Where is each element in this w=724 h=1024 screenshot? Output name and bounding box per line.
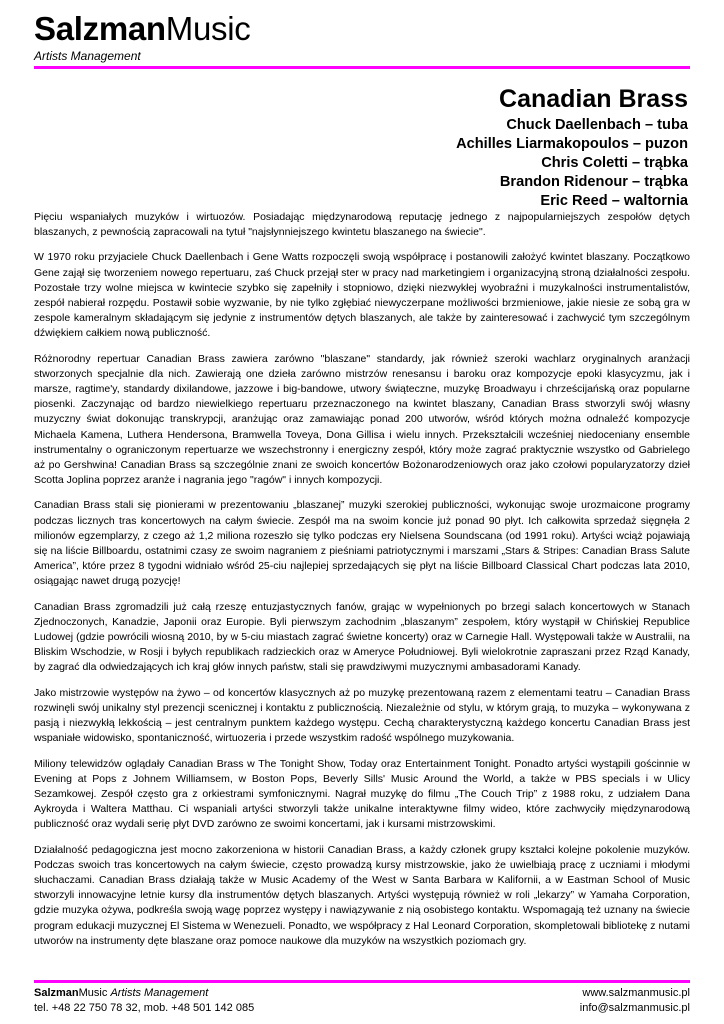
member-line: Eric Reed – waltornia — [540, 193, 688, 209]
footer-website-link[interactable]: www.salzmanmusic.pl — [582, 987, 690, 999]
paragraph: Jako mistrzowie występów na żywo – od koncertów klasycznych aż po muzykę prezentowaną razem z elementami teatru – Canadian Brass rozwinęli swój unikalny styl prezencji scenicznej i kontaktu z publicznością. Niezależnie od stylu, w którym grają, to muzyka – wykonywana z pasją i niezwykłą lekkością – jest centralnym punktem każdego występu. Cechą charakterystyczną każdego koncertu Canadian Brass jest wspaniałe widowisko, spontaniczność, wirtuozeria i przede wszystkim radość wspólnego muzykowania. — [34, 686, 690, 745]
footer-left — [34, 986, 254, 1016]
page-title: Canadian Brass — [499, 85, 688, 113]
title-block — [456, 84, 688, 211]
brand-name-light: Music — [165, 10, 251, 47]
paragraph: Miliony telewidzów oglądały Canadian Brass w The Tonight Show, Today oraz Entertainment Tonight. Ponadto artyści wystąpili gościnnie w Evening at Pops z Johnem Williamsem, w Boston Pops, Beverly Sills' Music Around the World, a także w PBS specials i w Ulicy Sezamkowej. Zespół często gra z orkiestrami symfonicznymi. Nagrał muzykę do filmu „The Couch Trip” z 1988 roku, z udziałem Dana Aykroyda i Waltera Matthau. Ci wspaniali artyści stworzyli także unikalne interaktywne filmy wideo, które zachwyciły międzynarodową publiczność oraz wydali serię płyt DVD zarówno ze swoimi koncertami, jak i kursami mistrzowskimi. — [34, 757, 690, 831]
paragraph: Canadian Brass zgromadzili już całą rzeszę entuzjastycznych fanów, grając w wypełnionych po brzegi salach koncertowych w Stanach Zjednoczonych, Kanadzie, Japonii oraz Europie. Byli pierwszym zachodnim „blaszanym” zespołem, który wystąpił w Chińskiej Republice Ludowej (gdzie powrócili wiosną 2010, by w 5-ciu miastach zagrać świetne koncerty) oraz w Carnegie Hall. Występowali także w Australii, na Bliskim Wschodzie, w Rosji i byłych republikach radzieckich oraz w Ameryce Południowej. Byli wielokrotnie zapraszani przez Rząd Kanady, by zagrać dla odwiedzających ich kraj głów innych państw, stali się prawdziwymi muzycznymi ambasadorami Kanady. — [34, 600, 690, 674]
letterhead — [34, 10, 690, 63]
footer-right — [580, 986, 690, 1016]
brand-logo — [34, 10, 690, 48]
footer-email-link[interactable]: info@salzmanmusic.pl — [579, 1002, 690, 1014]
member-line: Chris Coletti – trąbka — [541, 155, 688, 171]
paragraph: Działalność pedagogiczna jest mocno zakorzeniona w historii Canadian Brass, a każdy członek grupy kształci kolejne pokolenie muzyków. Podczas swoich tras koncertowych na całym świecie, często prowadzą kursy mistrzowskie, jako że uwielbiają pracę z uczniami i młodymi słuchaczami. Canadian Brass działają także w Music Academy of the West w Santa Barbara w Kalifornii, a w Eastman School of Music stworzyli innowacyjne letnie kursy dla instrumentów dętych blaszanych. Artyści występują również w roli „lekarzy” w Yamaha Corporation, gdzie muzyka ożywa, podkreśla swoją wagę poprzez występy i nawiązywanie z nią osobistego kontaktu. Wspomagają też uznany na świecie program edukacji muzycznej El Sistema w Wenezueli. Ponadto, we współpracy z Hal Leonard Corporation, skompletowali bibliotekę z nutami utworów na instrumenty dęte blaszane oraz pomoce naukowe dla muzyków na wszystkich poziomach gry. — [34, 843, 690, 947]
member-line: Achilles Liarmakopoulos – puzon — [456, 136, 688, 152]
footer-phone: tel. +48 22 750 78 32, mob. +48 501 142 085 — [34, 1002, 255, 1014]
brand-subtitle: Artists Management — [34, 49, 141, 63]
member-line: Brandon Ridenour – trąbka — [499, 174, 688, 190]
paragraph: Canadian Brass stali się pionierami w prezentowaniu „blaszanej” muzyki szerokiej publiczności, wykonując swoje urozmaicone programy podczas licznych tras koncertowych na całym świecie. Zespół ma na swoim koncie już ponad 90 płyt. Ich całkowita sprzedaż sięgnęła 2 milionów egzemplarzy, z czego aż 1,2 miliona rozeszło się tylko podczas ery Nielsena Soundscana (od 1991 roku). Artyści wciąż pojawiają się na liście Billboardu, ostatnimi czasy ze swoim nagraniem z pieśniami patriotycznymi i marszami „Stars & Stripes: Canadian Brass Salute America”, które przez 8 tygodni widniało wśród 25-ciu najlepiej sprzedających się płyt na liście Billboard Classical Chart podczas lata 2010, osiągając nawet drugą pozycję! — [34, 499, 690, 588]
paragraph: Różnorodny repertuar Canadian Brass zawiera zarówno "blaszane" standardy, jak również szeroki wachlarz oryginalnych aranżacji stworzonych specjalnie dla nich. Zawierają one dzieła zarówno mistrzów renesansu i baroku oraz kompozycje epoki klasycyzmu, jak i marsze, ragtime'y, standardy dixilandowe, jazzowe i big-bandowe, utwory świąteczne, muzykę Broadwayu i chrześcijańską oraz popularne piosenki. Zaczynając od bardzo niewielkiego repertuaru przeznaczonego na kwintet blaszany, Canadian Brass stworzyli swój własny muzyczny świat dokonując transkrypcji, aranżując oraz zamawiając ponad 200 utworów, wśród których można odnaleźć kompozycje Michaela Kamena, Luthera Hendersona, Bramwella Toveya, Dona Gillisa i wielu innych. Przekształcili wcześniej niedoceniany ensemble instrumentalny o ograniczonym repertuarze we wszechstronny i energiczny zespół, który może zagrać praktycznie wszystko od Gabrielego aż po Gershwina! Canadian Brass są szczególnie znani ze swoich koncertów Bożonarodzeniowych oraz jako czołowi popularyzatorzy dzieł Scotta Joplina poprzez aranże i nagrania jego "ragów" i innych kompozycji. — [34, 352, 690, 487]
footer-divider — [34, 980, 690, 983]
footer-brand — [34, 986, 254, 1001]
footer-brand-bold: Salzman — [34, 987, 79, 999]
footer-brand-light: Music — [78, 987, 108, 999]
paragraph: W 1970 roku przyjaciele Chuck Daellenbach i Gene Watts rozpoczęli swoją współpracę i postanowili założyć kwintet blaszany. Początkowo Gene zajął się tworzeniem nowego repertuaru, zaś Chuck przejął ster w pracy nad marketingiem i organizacyjną stroną działalności zespołu. Pozostałe trzy wolne miejsca w kwintecie szybko się zapełniły i stopniowo, dzięki niezwykłej wyobraźni i muzykalności instrumentalistów, zespół nabierał rozpędu. Postawił sobie wyzwanie, by nie tylko zgłębiać niewyczerpane możliwości brzmieniowe, jakie niesie ze sobą gra w zespole kameralnym składającym się jedynie z instrumentów dętych blaszanych, ale także by zainteresować i zachwycić tym szczególnym dźwiękiem całkiem nową publiczność. — [34, 251, 690, 340]
member-line: Chuck Daellenbach – tuba — [506, 117, 688, 133]
paragraph: Pięciu wspaniałych muzyków i wirtuozów. Posiadając międzynarodową reputację jednego z najpopularniejszych zespołów dętych blaszanych, z pewnością zapracowali na tytuł "najsłynniejszego kwintetu blaszanego na świecie". — [34, 211, 690, 239]
body-text — [34, 210, 690, 959]
brand-name-bold: Salzman — [34, 10, 166, 47]
footer-brand-suffix: Artists Management — [110, 987, 209, 999]
header-divider — [34, 66, 690, 69]
